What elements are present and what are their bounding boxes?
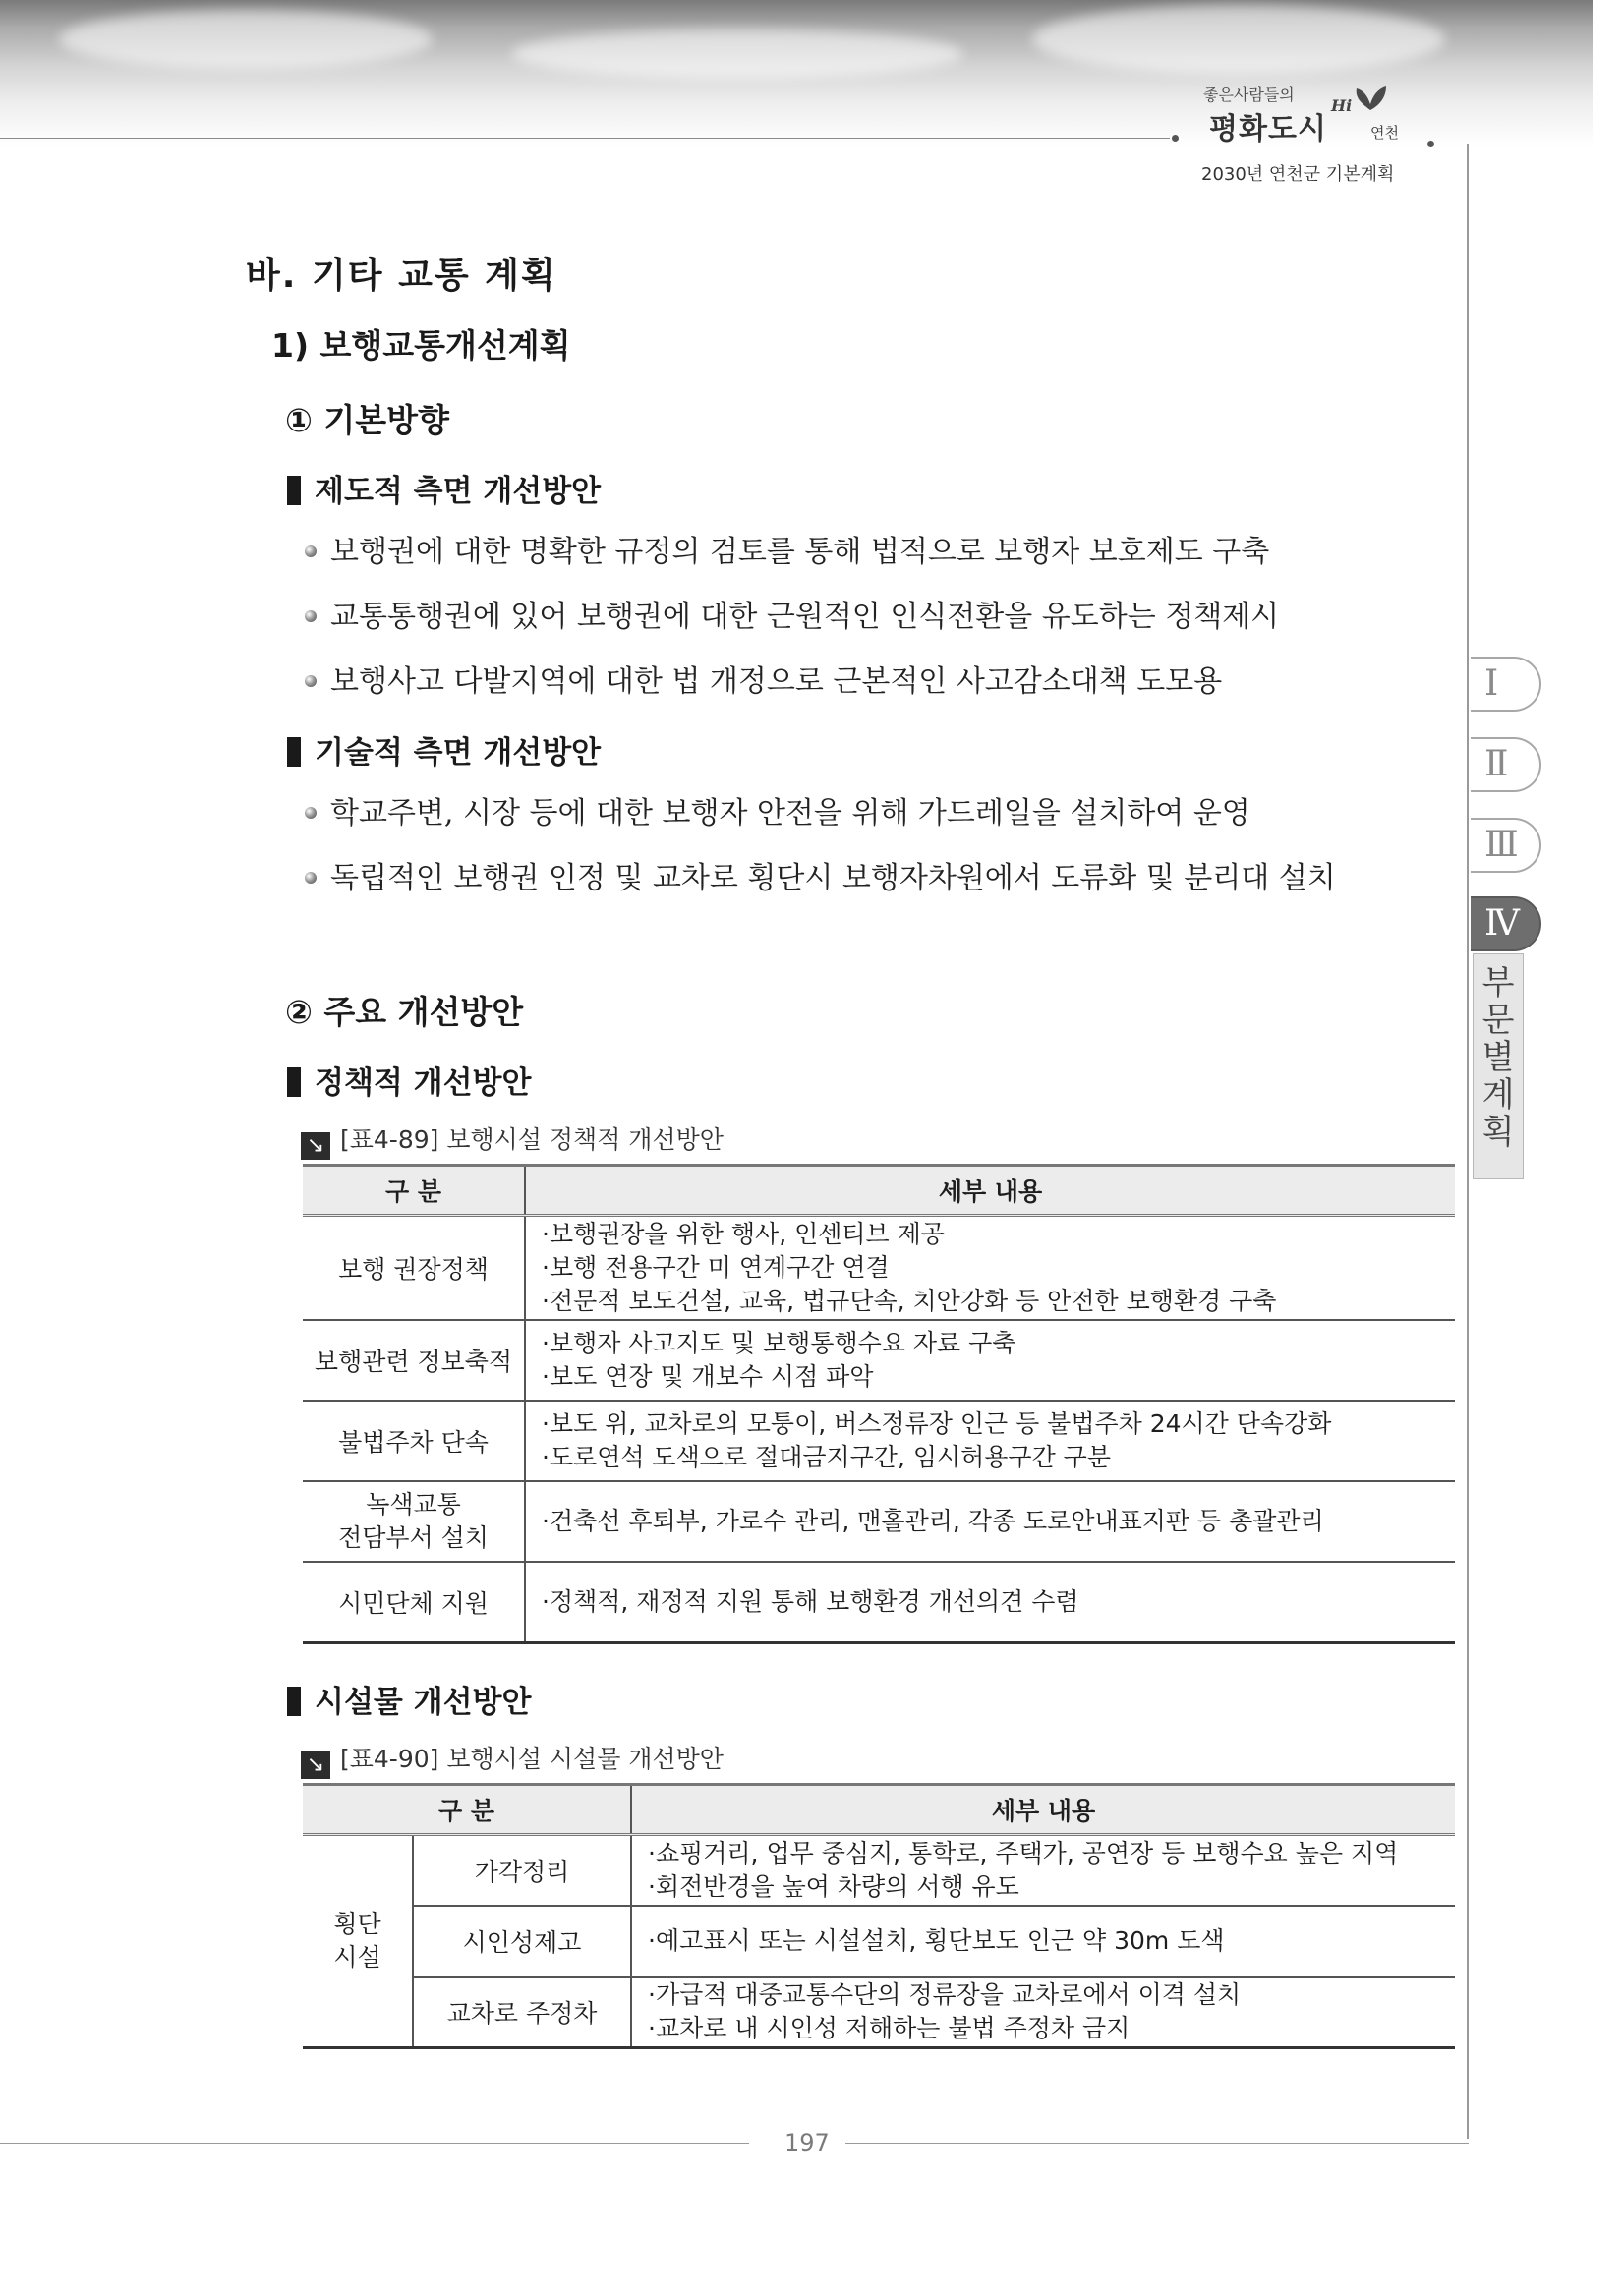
detail-line: ·정책적, 재정적 지원 통해 보행환경 개선의견 수렴 xyxy=(542,1586,1079,1616)
arrow-down-right-icon: ↘ xyxy=(301,1132,330,1160)
logo-city: 연천 xyxy=(1370,124,1399,142)
header-rule-dot xyxy=(1172,135,1179,142)
table-cell-detail xyxy=(631,1977,1455,2048)
square-marker-icon xyxy=(287,1067,301,1097)
bullet-icon xyxy=(305,807,317,819)
table-cell-category xyxy=(303,1481,525,1562)
list-item-text: 교통통행권에 있어 보행권에 대한 근원적인 인식전환을 유도하는 정책제시 xyxy=(330,600,1280,634)
list-item xyxy=(305,527,1269,570)
page-right-border xyxy=(1467,144,1469,2139)
table-cell-group xyxy=(303,1835,413,2048)
bullet-icon xyxy=(305,872,317,884)
city-logo xyxy=(1195,83,1412,145)
policy-heading-text: 정책적 개선방안 xyxy=(315,1065,532,1101)
chapter-vertical-label: 부문별 계획 xyxy=(1473,953,1524,1179)
institutional-heading xyxy=(287,466,601,510)
table-cell-category: 시인성제고 xyxy=(413,1906,631,1977)
detail-line: ·예고표시 또는 시설설치, 횡단보도 인근 약 30m 도색 xyxy=(648,1926,1225,1955)
basic-direction-heading: ① 기본방향 xyxy=(285,401,449,439)
detail-line: ·교차로 내 시인성 저해하는 불법 주정차 금지 xyxy=(648,2014,1131,2042)
table-row xyxy=(303,1977,1455,2048)
header-rule-dot-right xyxy=(1427,141,1434,147)
group-label-text: 횡단 xyxy=(333,1910,381,1938)
table-row xyxy=(303,1216,1455,1321)
square-marker-icon xyxy=(287,737,301,767)
chapter-tab-1[interactable]: Ⅰ xyxy=(1471,657,1541,712)
table-cell-category: 교차로 주정차 xyxy=(413,1977,631,2048)
logo-slogan-big: 평화도시 xyxy=(1209,112,1327,146)
table-cell-detail xyxy=(631,1906,1455,1977)
list-item xyxy=(305,788,1250,832)
document-title: 2030년 연천군 기본계획 xyxy=(1201,164,1395,185)
table-cell-category xyxy=(303,1562,525,1642)
table-row xyxy=(303,1401,1455,1481)
institutional-heading-text: 제도적 측면 개선방안 xyxy=(315,474,602,509)
chapter-tab-4-active[interactable]: Ⅳ xyxy=(1471,896,1541,951)
detail-line: ·보행권장을 위한 행사, 인센티브 제공 xyxy=(542,1220,945,1248)
list-item xyxy=(305,853,1336,896)
table-cell-category xyxy=(303,1216,525,1321)
main-improvement-heading: ② 주요 개선방안 xyxy=(285,993,524,1031)
detail-line: ·쇼핑거리, 업무 중심지, 통학로, 주택가, 공연장 등 보행수요 높은 지역 xyxy=(648,1839,1399,1867)
facility-table xyxy=(303,1783,1455,2049)
footer-rule-left xyxy=(0,2143,749,2144)
category-text: 보행 권장정책 xyxy=(338,1255,489,1284)
group-label-text: 시설 xyxy=(333,1943,381,1972)
table-cell-detail xyxy=(525,1481,1455,1562)
facility-heading xyxy=(287,1677,531,1721)
policy-table xyxy=(303,1164,1455,1644)
policy-heading xyxy=(287,1058,531,1102)
table-caption-text: [표4-89] 보행시설 정책적 개선방안 xyxy=(340,1125,724,1154)
bullet-icon xyxy=(305,675,317,687)
category-text: 전담부서 설치 xyxy=(338,1523,489,1552)
list-item-text: 보행사고 다발지역에 대한 법 개정으로 근본적인 사고감소대책 도모용 xyxy=(330,664,1223,699)
table-cell-category xyxy=(303,1401,525,1481)
table-caption-text: [표4-90] 보행시설 시설물 개선방안 xyxy=(340,1745,724,1773)
table-cell-detail xyxy=(525,1562,1455,1642)
detail-line: ·보도 연장 및 개보수 시점 파악 xyxy=(542,1362,874,1391)
section-subtitle: 1) 보행교통개선계획 xyxy=(271,326,571,365)
detail-line: ·도로연석 도색으로 절대금지구간, 임시허용구간 구분 xyxy=(542,1443,1111,1471)
footer-rule-right xyxy=(845,2143,1469,2144)
table-cell-detail xyxy=(631,1835,1455,1907)
detail-line: ·건축선 후퇴부, 가로수 관리, 맨홀관리, 각종 도로안내표지판 등 총괄관리 xyxy=(542,1507,1324,1535)
detail-line: ·회전반경을 높여 차량의 서행 유도 xyxy=(648,1872,1019,1901)
table-header-row xyxy=(303,1785,1455,1835)
table-caption-4-90 xyxy=(301,1740,724,1779)
table-row xyxy=(303,1481,1455,1562)
facility-heading-text: 시설물 개선방안 xyxy=(315,1685,532,1720)
bullet-icon xyxy=(305,610,317,622)
table-header-row xyxy=(303,1166,1455,1216)
bullet-icon xyxy=(305,545,317,557)
detail-line: ·전문적 보도건설, 교육, 법규단속, 치안강화 등 안전한 보행환경 구축 xyxy=(542,1287,1277,1315)
table-header-detail: 세부 내용 xyxy=(525,1166,1455,1216)
list-item-text: 보행권에 대한 명확한 규정의 검토를 통해 법적으로 보행자 보호제도 구축 xyxy=(330,535,1270,569)
logo-hi: Hi xyxy=(1331,96,1353,115)
table-cell-category xyxy=(303,1320,525,1401)
list-item-text: 독립적인 보행권 인정 및 교차로 횡단시 보행자차원에서 도류화 및 분리대 설치 xyxy=(330,861,1336,895)
table-cell-detail xyxy=(525,1401,1455,1481)
arrow-down-right-icon: ↘ xyxy=(301,1751,330,1779)
table-cell-category: 가각정리 xyxy=(413,1835,631,1907)
table-header-category: 구 분 xyxy=(303,1166,525,1216)
table-caption-4-89 xyxy=(301,1120,724,1160)
list-item-text: 학교주변, 시장 등에 대한 보행자 안전을 위해 가드레일을 설치하여 운영 xyxy=(330,796,1250,831)
table-header-detail: 세부 내용 xyxy=(631,1785,1455,1835)
square-marker-icon xyxy=(287,476,301,505)
detail-line: ·보행자 사고지도 및 보행통행수요 자료 구축 xyxy=(542,1329,1016,1357)
table-row xyxy=(303,1562,1455,1642)
list-item xyxy=(305,657,1222,700)
category-text: 시민단체 지원 xyxy=(338,1588,489,1618)
table-row xyxy=(303,1906,1455,1977)
list-item xyxy=(305,592,1279,635)
technical-heading xyxy=(287,727,601,772)
category-text: 보행관련 정보축적 xyxy=(314,1348,513,1376)
table-row xyxy=(303,1835,1455,1907)
logo-slogan-small: 좋은사람들의 xyxy=(1203,86,1295,104)
page-number: 197 xyxy=(784,2129,830,2156)
chapter-tab-2[interactable]: Ⅱ xyxy=(1471,737,1541,792)
header-rule xyxy=(0,138,1170,139)
table-cell-detail xyxy=(525,1320,1455,1401)
table-row xyxy=(303,1320,1455,1401)
butterfly-icon xyxy=(1353,85,1388,114)
technical-heading-text: 기술적 측면 개선방안 xyxy=(315,735,602,771)
square-marker-icon xyxy=(287,1687,301,1716)
detail-line: ·보도 위, 교차로의 모퉁이, 버스정류장 인근 등 불법주차 24시간 단속강화 xyxy=(542,1409,1332,1438)
category-text: 녹색교통 xyxy=(366,1490,461,1519)
table-cell-detail xyxy=(525,1216,1455,1321)
chapter-tab-3[interactable]: Ⅲ xyxy=(1471,818,1541,873)
detail-line: ·가급적 대중교통수단의 정류장을 교차로에서 이격 설치 xyxy=(648,1980,1242,2009)
section-title: 바. 기타 교통 계획 xyxy=(246,256,557,296)
detail-line: ·보행 전용구간 미 연계구간 연결 xyxy=(542,1253,890,1282)
table-header-category: 구 분 xyxy=(303,1785,631,1835)
category-text: 불법주차 단속 xyxy=(338,1428,489,1457)
